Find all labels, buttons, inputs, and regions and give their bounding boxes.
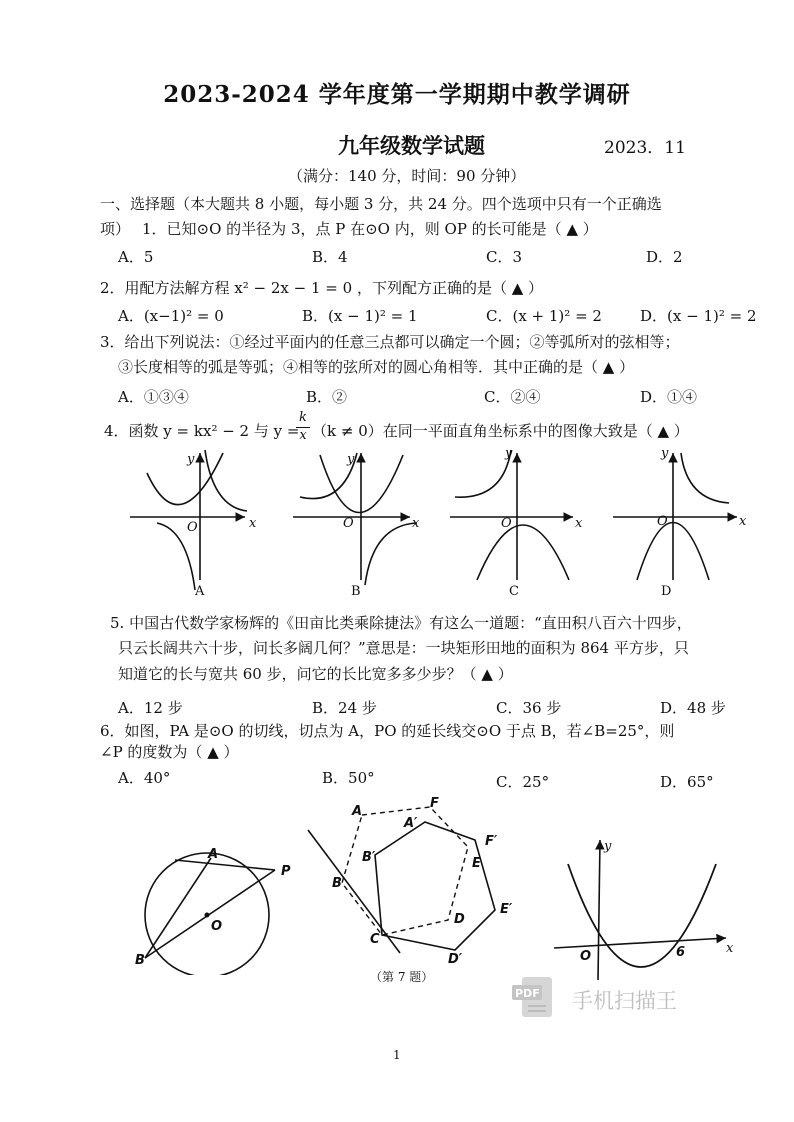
graph-d-x-label: x	[739, 514, 747, 529]
graph-d-origin: O	[657, 514, 668, 529]
q1-option-d: D．2	[646, 248, 683, 266]
q6-option-d: D．65°	[660, 773, 714, 791]
scanner-watermark: 手机扫描王	[572, 989, 677, 1013]
fig7-label-e-prime: E′	[500, 902, 513, 917]
q4-text-b: （k ≠ 0）在同一平面直角坐标系中的图像大致是（ ▲ ）	[312, 422, 689, 440]
section-heading-cont: 项）	[100, 220, 131, 238]
tangent-pa	[175, 860, 275, 870]
fig8-label-6: 6	[676, 945, 686, 960]
q2-option-a: A．(x−1)² = 0	[118, 307, 224, 325]
graph-d	[613, 453, 737, 580]
q4-text-a: 4．函数 y = kx² − 2 与 y =	[104, 422, 300, 440]
q1-option-c: C．3	[486, 248, 523, 266]
graph-c	[450, 450, 573, 580]
q3-option-c: C．②④	[484, 388, 541, 406]
q6-text: 6．如图，PA 是⊙O 的切线，切点为 A，PO 的延长线交⊙O 于点 B，若∠B=25°，则	[100, 722, 675, 740]
page-number: 1	[393, 1048, 401, 1062]
q3-text: 3．给出下列说法：①经过平面内的任意三点都可以确定一个圆；②等弧所对的弦相等；	[100, 333, 680, 351]
pdf-icon	[510, 975, 558, 1019]
q5-text: 5. 中国古代数学家杨辉的《田亩比类乘除捷法》有这么一道题：“直田积八百六十四步，	[110, 614, 692, 632]
figure-q8	[548, 830, 738, 990]
q5-option-c: C．36 步	[496, 699, 562, 717]
fig7-label-c: C	[370, 932, 380, 947]
chord-ab	[145, 858, 211, 958]
fig7-label-e: E	[472, 856, 481, 871]
fig7-label-b: B	[332, 876, 342, 891]
fig7-label-a-prime: A′	[404, 816, 418, 831]
q3-option-d: D．①④	[640, 388, 698, 406]
fig8-y-axis	[598, 840, 600, 980]
q5-option-b: B．24 步	[312, 699, 377, 717]
fig6-label-a: A	[208, 847, 219, 862]
graph-c-origin: O	[501, 516, 512, 531]
graph-c-parabola	[477, 525, 569, 580]
center-dot	[205, 913, 210, 918]
q5-option-a: A．12 步	[118, 699, 183, 717]
graph-d-label: D	[661, 584, 672, 599]
hexagon-solid	[375, 822, 495, 950]
q2-option-b: B．(x − 1)² = 1	[302, 307, 418, 325]
graph-c-y-label: y	[505, 446, 513, 461]
figure-q6	[125, 840, 300, 975]
fig6-label-o: O	[211, 919, 223, 934]
graph-b-origin: O	[343, 516, 354, 531]
graph-d-hyperbola	[681, 453, 729, 503]
graph-b	[293, 453, 417, 585]
q5-text-cont2: 知道它的长与宽共 60 步，问它的长比宽多多少步？（ ▲ ）	[118, 665, 513, 683]
fig6-label-b: B	[135, 953, 145, 968]
graph-a-x-label: x	[249, 516, 257, 531]
q1-option-a: A．5	[118, 248, 154, 266]
section-heading: 一、选择题（本大题共 8 小题，每小题 3 分，共 24 分。四个选项中只有一个正确选	[100, 195, 662, 213]
q1-text: 1．已知⊙O 的半径为 3，点 P 在⊙O 内，则 OP 的长可能是（ ▲ ）	[142, 220, 598, 238]
graph-c-label: C	[509, 584, 519, 599]
svg-text:PDF: PDF	[515, 987, 540, 1000]
q6-option-c: C．25°	[496, 773, 550, 791]
graph-a-label: A	[195, 584, 205, 599]
graph-c-x-label: x	[575, 516, 583, 531]
q4-frac-num: k	[299, 410, 307, 425]
fig8-label-x: x	[726, 941, 734, 956]
fig7-caption: （第 7 题）	[370, 970, 434, 984]
q4-graphs	[125, 445, 765, 600]
q3-text-cont: ③长度相等的弧是等弧；④相等的弦所对的圆心角相等．其中正确的是（ ▲ ）	[118, 358, 635, 376]
graph-b-label: B	[351, 584, 361, 599]
exam-date: 2023．11	[604, 138, 686, 158]
graph-b-x-label: x	[412, 516, 420, 531]
q1-option-b: B．4	[312, 248, 348, 266]
graph-c-hyperbola	[455, 450, 511, 497]
q5-option-d: D．48 步	[660, 699, 726, 717]
fig8-label-o: O	[580, 949, 592, 964]
fig7-label-b-prime: B′	[362, 850, 376, 865]
q2-text: 2．用配方法解方程 x² − 2x − 1 = 0 ，下列配方正确的是（ ▲ ）	[100, 279, 544, 297]
graph-a-y-label: y	[187, 452, 195, 467]
q2-option-d: D．(x − 1)² = 2	[640, 307, 757, 325]
fig7-label-d-prime: D′	[448, 952, 463, 967]
figure-q7	[300, 795, 535, 1000]
exam-subtitle: 九年级数学试题	[338, 133, 485, 158]
q6-option-b: B．50°	[322, 769, 375, 787]
q3-option-b: B．②	[306, 388, 348, 406]
fig7-label-d: D	[454, 912, 465, 927]
q4-frac-den: x	[299, 428, 307, 443]
line-bp	[145, 870, 275, 958]
fig7-label-f: F	[430, 796, 439, 811]
exam-meta: （满分：140 分，时间：90 分钟）	[288, 167, 526, 185]
exam-title: 2023-2024 学年度第一学期期中教学调研	[163, 81, 631, 108]
graph-a-origin: O	[187, 520, 198, 535]
q6-text-cont: ∠P 的度数为（ ▲ ）	[100, 743, 239, 761]
graph-b-y-label: y	[347, 452, 355, 467]
q6-option-a: A．40°	[118, 769, 171, 787]
graph-a-hyperbola-right	[205, 450, 247, 511]
q2-option-c: C．(x + 1)² = 2	[486, 307, 602, 325]
fig8-x-axis	[554, 938, 726, 948]
q5-text-cont: 只云长阔共六十步，问长多阔几何？”意思是：一块矩形田地的面积为 864 平方步，只	[118, 639, 689, 657]
fig8-label-y: y	[604, 839, 612, 854]
fig7-label-a: A	[352, 804, 363, 819]
fig6-label-p: P	[281, 864, 291, 879]
q3-option-a: A．①③④	[118, 388, 189, 406]
graph-b-hyperbola-right	[365, 523, 417, 585]
fig7-label-f-prime: F′	[485, 834, 498, 849]
graph-d-y-label: y	[661, 446, 669, 461]
